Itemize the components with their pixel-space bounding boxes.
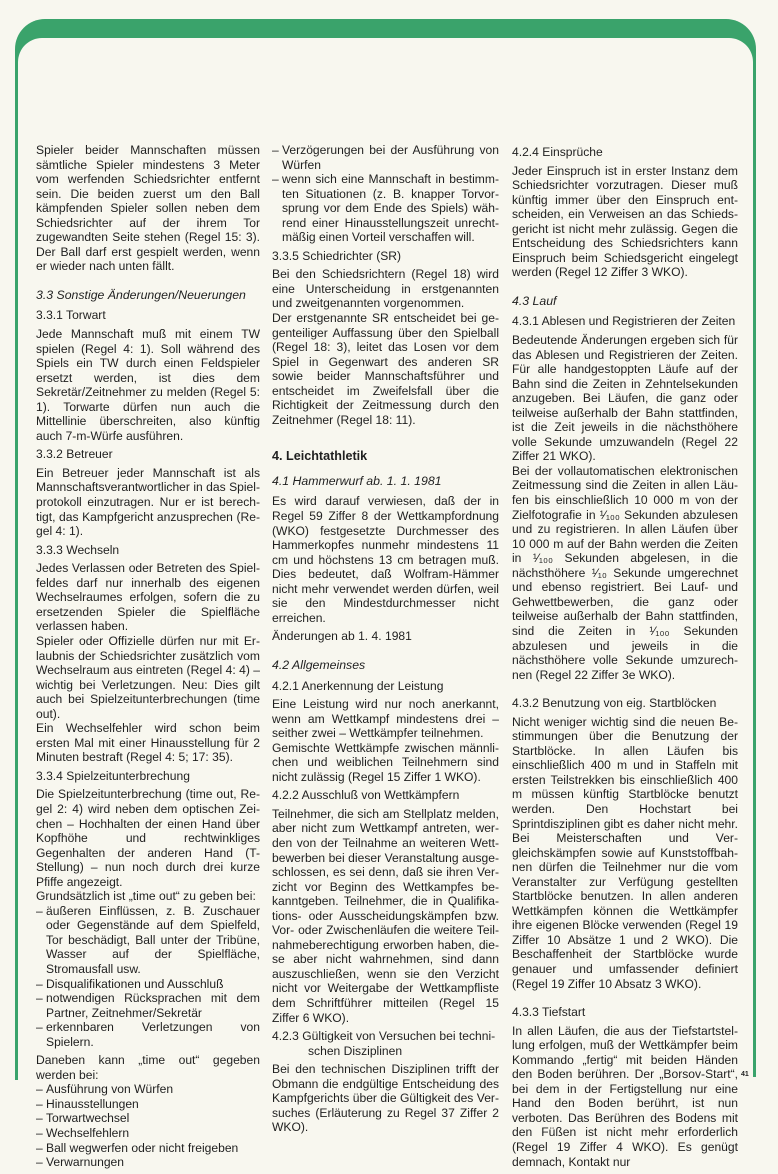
heading-4-1: 4.1 Hammerwurf ab. 1. 1. 1981 [272, 473, 442, 488]
list-item: – wenn sich eine Mannschaft in bestimmten Situationen (z. B. knapper Torvorsprung vor dem Ende des Spiels) während einer Hinausstellungszeit unrechtmäßig einen Vorteil verschaffen will. [272, 172, 499, 245]
paragraph-torwart: Jede Mannschaft muß mit einem TW spielen (Regel 4: 1). Soll während des Spiels ein TW durch einen Feldspieler ersetzt werden, ist dies dem Sekretär/Zeitnehmer zu melden (Regel 5: 1). Torwarte dürfen nun auch die Mittellinie überschreiten, also künftig auch 7-m-Würfe ausführen. [36, 327, 260, 443]
list-item: – äußeren Einflüssen, z. B. Zuschauer oder Gegenstände auf dem Spielfeld, Tor beschädigt, Ball unter der Tribüne, Wasser auf der Spielfläche, Stromausfall usw. [36, 904, 260, 977]
paragraph-wechseln-3: Ein Wechselfehler wird schon beim ersten Mal mit einer Hinausstellung für 2 Minuten bestraft (Regel 4: 5; 17: 35). [36, 721, 260, 765]
list-item: – Verwarnungen [36, 1155, 260, 1170]
paragraph-anerkennung-2: Gemischte Wettkämpfe zwischen männlichen und weiblichen Teilnehmern sind nicht zulässig (Regel 15 Ziffer 1 WKO). [272, 740, 499, 784]
paragraph-anerkennung-1: Eine Leistung wird nur noch anerkannt, wenn am Wettkampf mindestens drei – seither zwei – Wettkämpfer teilnehmen. [272, 697, 499, 741]
heading-4-3-1: 4.3.1 Ablesen und Registrieren der Zeiten [512, 314, 736, 329]
text-column-1 [36, 143, 260, 1174]
list-item: – Ausführung von Würfen [36, 1082, 260, 1097]
heading-4-leichtathletik: 4. Leichtathletik [272, 449, 368, 464]
paragraph-aenderungen: Änderungen ab 1. 4. 1981 [272, 629, 412, 644]
heading-4-2-4: 4.2.4 Einsprüche [512, 145, 603, 159]
heading-3-3: 3.3 Sonstige Änderungen/Neuerungen [36, 287, 246, 302]
paragraph-startbloecke: Nicht weniger wichtig sind die neuen Bestimmungen über die Benutzung der Startblöcke. In allen Läufen bis einschließlich 400 m und in Staffeln mit ersten Teilstrekken bis einschließlich 400 m müssen künftig Startblöcke benutzt werden. Den Hochstart bei Sprintdisziplinen gibt es daher nicht mehr. Bei Meisterschaften und Vergleichskämpfen sowie auf Kunststoffbahnen dürfen die Teilnehmer nur die vom Veranstalter zur Verfügung gestellten Startblöcke benutzen. In allen anderen Wettkämpfen können die Wettkämpfer ihre eigenen Blöcke verwenden (Regel 19 Ziffer 10 Absätze 1 und 2 WKO). Die Beschaffenheit der Startblöcke wurde genauer und umfassender definiert (Regel 19 Ziffer 10 Absatz 3 WKO). [512, 714, 738, 991]
list-item: – Disqualifikationen und Ausschluß [36, 977, 260, 992]
green-frame-right-rule [753, 50, 756, 1077]
heading-4-3-2: 4.3.2 Benutzung von eig. Startblöcken [512, 696, 717, 711]
paragraph-spielzeit-2: Grundsätzlich ist „time out“ zu geben bei: [36, 889, 256, 904]
heading-4-2-2: 4.2.2 Ausschluß von Wettkämpfern [272, 788, 460, 803]
list-item: – Torwartwechsel [36, 1111, 260, 1126]
paragraph-intro: Spieler beider Mannschaften müssen sämtliche Spieler mindestens 3 Meter vom werfenden Schiedsrichter entfernt sein. Die beiden zuerst um den Ball kämpfenden Spieler sollen neben dem Schiedsrichter auf der ihrem Tor zugewandten Seite stehen (Regel 15: 3). Der Ball darf erst gespielt werden, wenn er wieder nach unten fällt. [36, 143, 260, 274]
heading-4-2-1: 4.2.1 Anerkennung der Leistung [272, 678, 444, 693]
paragraph-wechseln-2: Spieler oder Offizielle dürfen nur mit Erlaubnis der Schiedsrichter zusätzlich vom Wechselraum aus eintreten (Regel 4: 4) – wichtig bei Verletzungen. Neu: Dies gilt auch bei Spielzeitunterbrechungen (time out). [36, 633, 260, 721]
list-item: – erkennbaren Verletzungen von Spielern. [36, 1020, 260, 1049]
heading-3-3-1: 3.3.1 Torwart [36, 308, 106, 323]
heading-4-2-3: 4.2.3 Gültigkeit von Versuchen bei technischen Disziplinen [272, 1029, 496, 1058]
page-number: 41 [741, 1071, 749, 1078]
list-item: – Verzögerungen bei der Ausführung von Würfen [272, 143, 499, 172]
paragraph-tiefstart: In allen Läufen, die aus der Tiefstartstellung erfolgen, muß der Wettkämpfer beim Kommando „fertig“ mit beiden Händen den Boden berühren. Der „Borsov-Start“, bei dem in der Fertigstellung nur eine Hand den Boden berührt, ist nun verboten. Das Berühren des Bodens mit den Füßen ist nicht mehr erforderlich (Regel 19 Ziffer 4 WKO). Es genügt demnach, Kontakt nur [512, 1023, 738, 1169]
heading-4-2: 4.2 Allgemeinses [272, 657, 366, 672]
text-column-2 [272, 143, 499, 1139]
heading-3-3-4: 3.3.4 Spielzeitunterbrechung [36, 768, 190, 783]
list-item: – Ball wegwerfen oder nicht freigeben [36, 1141, 260, 1156]
paragraph-wechseln-1: Jedes Verlassen oder Betreten des Spielfeldes darf nur innerhalb des eigenen Wechselraumes erfolgen, sofern die zu ersetzenden Spieler die Spielfläche verlassen haben. [36, 561, 260, 634]
heading-3-3-5: 3.3.5 Schiedrichter (SR) [272, 248, 402, 263]
paragraph-hammer: Es wird darauf verwiesen, daß der in Regel 59 Ziffer 8 der Wettkampfordnung (WKO) festgesetzte Durchmesser des Hammerkopfes nunmehr mindestens 11 cm und höchstens 13 cm betragen muß. Dies bedeutet, daß Wolfram-Hämmer nicht mehr verwendet werden dürfen, weil sie den Mindestdurchmesser nicht erreichen. [272, 494, 499, 625]
paragraph-gueltigkeit: Bei den technischen Disziplinen trifft der Obmann die endgültige Entscheidung des Kampfgerichts über die Gültigkeit des Versuches (Erläuterung zu Regel 37 Ziffer 2 WKO). [272, 1062, 499, 1135]
paragraph-betreuer: Ein Betreuer jeder Mannschaft ist als Mannschaftsverantwortlicher in das Spielprotokoll einzutragen. Nur er ist berechtigt, das Kampfgericht anzusprechen (Regel 4: 1). [36, 465, 260, 539]
text-column-3 [512, 143, 738, 1173]
paragraph-daneben: Daneben kann „time out“ gegeben werden bei: [36, 1053, 260, 1082]
list-daneben-continued [272, 143, 499, 245]
heading-4-3: 4.3 Lauf [512, 293, 557, 308]
paragraph-einsprueche: Jeder Einspruch ist in erster Instanz dem Schiedsrichter vorzutragen. Dieser muß künftig immer über den Einspruch entscheiden, ein Verweisen an das Schiedsgericht ist nicht mehr zulässig. Gegen die Entscheidung des Schiedsrichters kann Einspruch beim Schiedsgericht eingelegt werden (Regel 12 Ziffer 3 WKO). [512, 163, 738, 280]
paragraph-sr-2: Der erstgenannte SR entscheidet bei gegenteiliger Auffassung über den Spielball (Regel 18: 3), leitet das Losen vor dem Spiel in Gegenwart des anderen SR sowie beider Mannschaftsführer und entscheidet im Zweifelsfall über die Richtigkeit der Zeitmessung durch den Zeitnehmer (Regel 18: 11). [272, 311, 499, 427]
list-grundsaetzlich [36, 904, 260, 1049]
list-item: – Wechselfehlern [36, 1126, 260, 1141]
list-item: – Hinausstellungen [36, 1097, 260, 1112]
list-item: – notwendigen Rücksprachen mit dem Partner, Zeitnehmer/Sekretär [36, 991, 260, 1020]
heading-3-3-3: 3.3.3 Wechseln [36, 542, 120, 557]
green-frame-left-rule [15, 50, 18, 1080]
frame-inner-cutout [18, 38, 753, 78]
paragraph-ablesen-1: Bedeutende Änderungen ergeben sich für das Ablesen und Registrieren der Zeiten. Für alle handgestoppten Läufe auf der Bahn sind die Zeiten in Zehntelsekunden anzugeben. Bei Läufen, die ganz oder teilweise außerhalb der Bahn stattfinden, ist die Zeit jeweils in die nächsthöhere volle Sekunde umzuwandeln (Regel 22 Ziffer 21 WKO). [512, 333, 738, 464]
paragraph-ausschluss: Teilnehmer, die sich am Stellplatz melden, aber nicht zum Wettkampf antreten, werden von der Teilnahme an weiteren Wettbewerben bei dieser Veranstaltung ausgeschlossen, es sei denn, daß sie ihren Verzicht vor Beginn des Wettkampfes bekanntgeben. Teilnehmer, die in Qualifikations- oder Ausscheidungskämpfen bzw. Vor- oder Zwischenläufen die weitere Teilnahmeberechtigung erworben haben, diese aber nicht wahrnehmen, sind dann auszuschließen, wenn sie den Verzicht nicht vor Weitergabe der Wettkampfliste dem Schriftführer mitteilen (Regel 15 Ziffer 6 WKO). [272, 806, 499, 1025]
heading-4-3-3: 4.3.3 Tiefstart [512, 1005, 586, 1020]
paragraph-sr-1: Bei den Schiedsrichtern (Regel 18) wird eine Unterscheidung in erstgenannten und zweitgenannten vorgenommen. [272, 267, 499, 311]
list-daneben [36, 1082, 260, 1169]
heading-3-3-2: 3.3.2 Betreuer [36, 447, 113, 462]
paragraph-ablesen-2: Bei der vollautomatischen elektronischen Zeitmessung sind die Zeiten in allen Läufen bis einschließlich 10 000 m von der Zielfotografie in ¹⁄₁₀₀ Sekunden abzulesen und zu registrieren. In allen Läufen über 10 000 m auf der Bahn werden die Zeiten in ¹⁄₁₀₀ Sekunden abgelesen, in die nächsthöhere ¹⁄₁₀ Sekunde umgerechnet und ebenso registriert. Bei Lauf- und Gehwettbewerben, die ganz oder teilweise außerhalb der Bahn stattfinden, sind die Zeiten in ¹⁄₁₀₀ Sekunden abzulesen und jeweils in die nächsthöhere volle Sekunde umzurechnen (Regel 22 Ziffer 3e WKO). [512, 463, 738, 682]
paragraph-spielzeit-1: Die Spielzeitunterbrechung (time out, Regel 2: 4) wird neben dem optischen Zeichen – Hochhalten der einen Hand über Kopfhöhe und rechtwinkliges Gegenhalten der anderen Hand (T-Stellung) – nun noch durch drei kurze Pfiffe angezeigt. [36, 787, 260, 889]
